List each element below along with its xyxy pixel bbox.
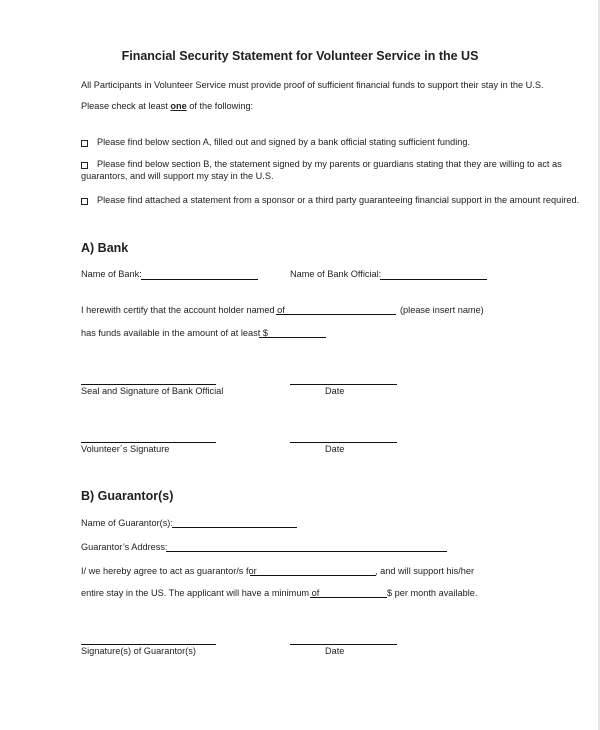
bank-official-label: Name of Bank Official: xyxy=(290,269,382,279)
checkbox-icon[interactable] xyxy=(81,140,88,147)
bank-name-label: Name of Bank: xyxy=(81,269,142,279)
document-title: Financial Security Statement for Volunteer Service in the US xyxy=(121,49,479,63)
check-suffix: of the following: xyxy=(186,101,254,111)
section-b-heading: B) Guarantor(s) xyxy=(81,489,174,503)
guarantor-name-field[interactable] xyxy=(172,527,297,528)
volunteer-date-line[interactable] xyxy=(290,442,397,443)
volunteer-date-label: Date xyxy=(325,444,345,454)
agree-text: I/ we hereby agree to act as guarantor/s for xyxy=(81,566,257,576)
intro-text: All Participants in Volunteer Service must provide proof of sufficient financial funds to support their stay in the U.S. xyxy=(81,80,544,90)
bank-signature-line[interactable] xyxy=(81,384,216,385)
guarantor-name-label: Name of Guarantor(s): xyxy=(81,518,173,528)
monthly-amount-field[interactable] xyxy=(310,597,387,598)
certify-text: I herewith certify that the account holder named of xyxy=(81,305,285,315)
guarantor-date-line[interactable] xyxy=(290,644,397,645)
check-emphasis: one xyxy=(170,101,187,111)
bank-official-field[interactable] xyxy=(380,279,487,280)
per-month-text: $ per month available. xyxy=(387,588,478,598)
bank-date-label: Date xyxy=(325,386,345,396)
guarantor-signature-line[interactable] xyxy=(81,644,216,645)
section-a-heading: A) Bank xyxy=(81,241,129,255)
check-instruction xyxy=(81,101,253,111)
guarantor-date-label: Date xyxy=(325,646,345,656)
bank-date-line[interactable] xyxy=(290,384,397,385)
applicant-name-field[interactable] xyxy=(250,575,376,576)
bank-name-field[interactable] xyxy=(141,279,258,280)
support-text: , and will support his/her xyxy=(375,566,475,576)
check-prefix: Please check at least xyxy=(81,101,171,111)
option-a-text: Please find below section A, filled out and signed by a bank official stating sufficient funding. xyxy=(97,137,471,147)
seal-signature-label: Seal and Signature of Bank Official xyxy=(81,386,224,396)
option-b-text: Please find below section B, the statement signed by my parents or guardians stating that they are willing to act as xyxy=(97,159,562,169)
guarantor-address-label: Guarantor’s Address: xyxy=(81,542,168,552)
volunteer-signature-label: Volunteer´s Signature xyxy=(81,444,170,454)
funds-text: has funds available in the amount of at least $ xyxy=(81,328,268,338)
option-c-text: Please find attached a statement from a sponsor or a third party guaranteeing financial support in the amount required. xyxy=(97,195,580,205)
insert-name-hint: (please insert name) xyxy=(400,305,484,315)
checkbox-icon[interactable] xyxy=(81,198,88,205)
guarantor-signature-label: Signature(s) of Guarantor(s) xyxy=(81,646,196,656)
volunteer-signature-line[interactable] xyxy=(81,442,216,443)
checkbox-icon[interactable] xyxy=(81,162,88,169)
guarantor-address-field[interactable] xyxy=(166,551,447,552)
funds-amount-field[interactable] xyxy=(259,337,326,338)
account-holder-field[interactable] xyxy=(276,314,396,315)
stay-text: entire stay in the US. The applicant will have a minimum of xyxy=(81,588,320,598)
option-b-text-continued: guarantors, and will support my stay in the U.S. xyxy=(81,171,274,181)
